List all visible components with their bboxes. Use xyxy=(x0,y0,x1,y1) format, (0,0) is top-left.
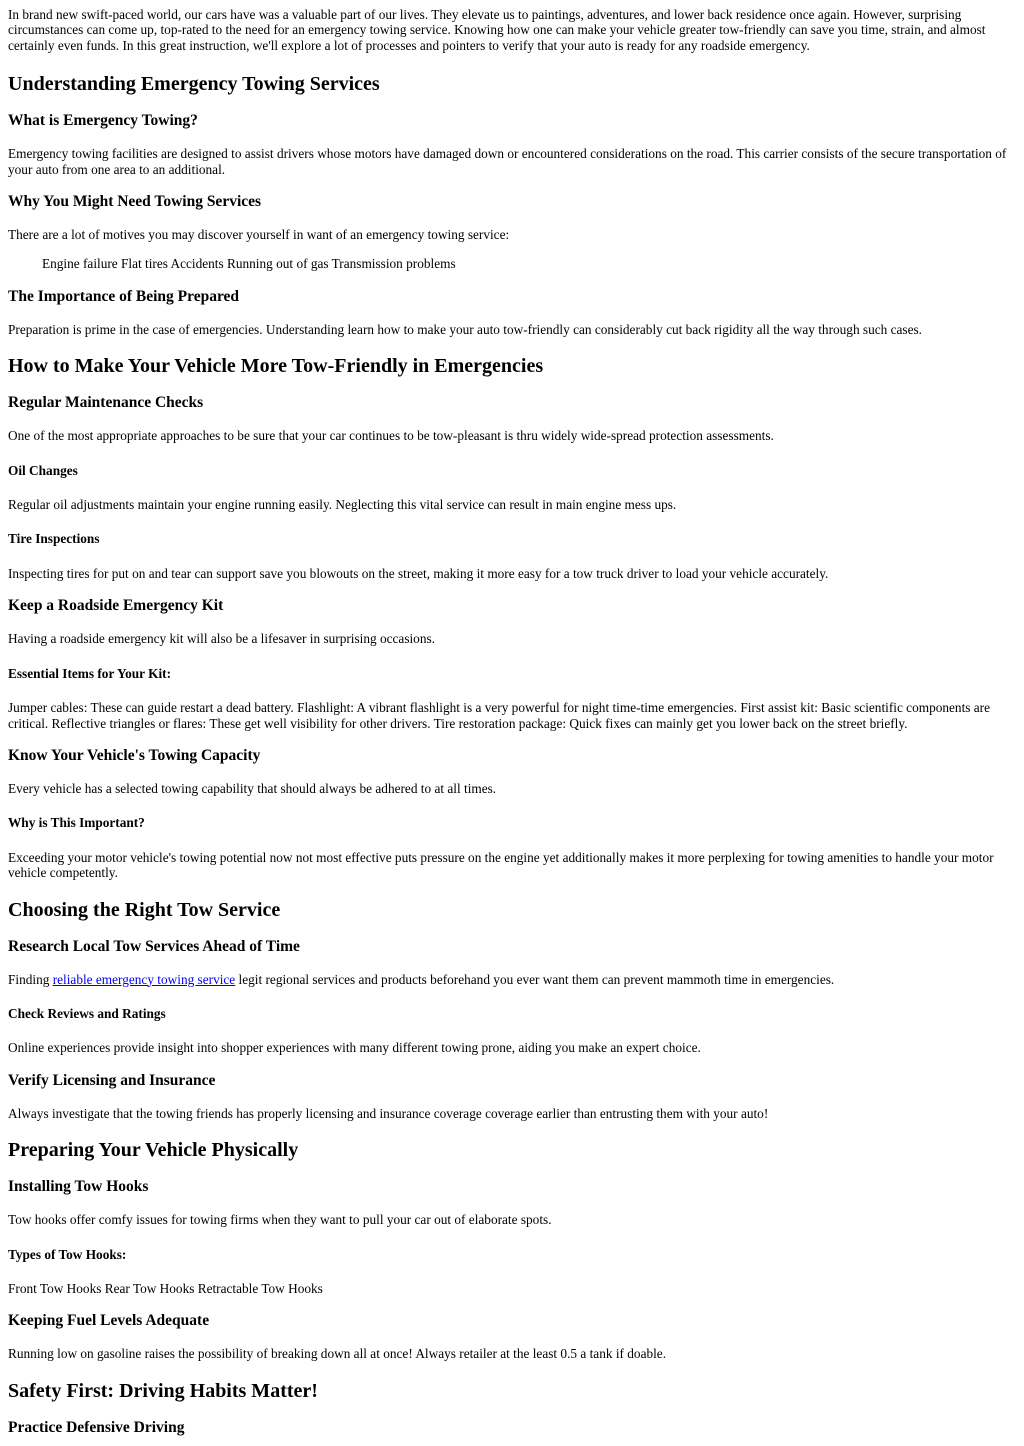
subheading-what-is-towing: What is Emergency Towing? xyxy=(8,112,198,130)
paragraph-tire-inspections: Inspecting tires for put on and tear can support save you blowouts on the street, making it more easy for a tow truck driver to load your vehicle accurately. xyxy=(8,565,829,581)
subheading-research-local: Research Local Tow Services Ahead of Time xyxy=(8,937,300,955)
paragraph-fuel-levels: Running low on gasoline raises the possibility of breaking down all at once! Always retailer at the least 0.5 a tank if doable. xyxy=(8,1346,667,1362)
paragraph-oil-changes: Regular oil adjustments maintain your engine running easily. Neglecting this vital service can result in main engine mess ups. xyxy=(8,497,677,513)
subheading-tow-hooks: Installing Tow Hooks xyxy=(8,1178,149,1196)
subheading-licensing: Verify Licensing and Insurance xyxy=(8,1071,216,1089)
section-heading-towing-services: Understanding Emergency Towing Services xyxy=(8,73,380,96)
paragraph-why-towing: There are a lot of motives you may discover yourself in want of an emergency towing service: xyxy=(8,227,510,243)
section-heading-tow-friendly: How to Make Your Vehicle More Tow-Friendly in Emergencies xyxy=(8,355,544,378)
paragraph-why-important: Exceeding your motor vehicle's towing potential now not most effective puts pressure on the engine yet additionally makes it more perplexing for towing amenities to handle your motor vehicle competently. xyxy=(8,849,994,881)
subheading-why-towing: Why You Might Need Towing Services xyxy=(8,193,262,211)
subheading-kit-items: Essential Items for Your Kit: xyxy=(8,665,172,681)
subheading-reviews: Check Reviews and Ratings xyxy=(8,1005,166,1021)
towing-service-link[interactable]: reliable emergency towing service xyxy=(52,971,236,987)
paragraph-licensing: Always investigate that the towing friends has properly licensing and insurance coverage coverage earlier than entrusting them with your auto! xyxy=(8,1105,769,1121)
paragraph-kit-items: Jumper cables: These can guide restart a dead battery. Flashlight: A vibrant flashlight is a very powerful for night time-time emergencies. First assist kit: Basic scientific components are critical. Reflective triangles or flares: These get well visibility for other drivers. Tire restoration package: Quick fixes can mainly get you lower back on the street briefly. xyxy=(8,700,990,731)
subheading-maintenance: Regular Maintenance Checks xyxy=(8,394,204,412)
paragraph-research-local: Finding reliable emergency towing service legit regional services and products beforehand you ever want them can prevent mammoth time in emergencies. xyxy=(8,971,835,987)
paragraph-hook-types: Front Tow Hooks Rear Tow Hooks Retractable Tow Hooks xyxy=(8,1280,323,1296)
paragraph-maintenance: One of the most appropriate approaches to be sure that your car continues to be tow-pleasant is thru widely wide-spread protection assessments. xyxy=(8,428,774,444)
subheading-tire-inspections: Tire Inspections xyxy=(8,531,100,547)
paragraph-towing-capacity: Every vehicle has a selected towing capability that should always be adhered to at all times. xyxy=(8,780,497,796)
subheading-fuel-levels: Keeping Fuel Levels Adequate xyxy=(8,1312,210,1330)
paragraph-what-is-towing: Emergency towing facilities are designed to assist drivers whose motors have damaged down or encountered considerations on the road. This carrier consists of the secure transportation of your auto from one area to an additional. xyxy=(8,146,1007,177)
subheading-defensive-driving: Practice Defensive Driving xyxy=(8,1418,185,1436)
paragraph-being-prepared: Preparation is prime in the case of emergencies. Understanding learn how to make your auto tow-friendly can considerably cut back rigidity all the way through such cases. xyxy=(8,321,922,337)
paragraph-emergency-kit: Having a roadside emergency kit will also be a lifesaver in surprising occasions. xyxy=(8,631,435,647)
subheading-towing-capacity: Know Your Vehicle's Towing Capacity xyxy=(8,746,261,764)
section-heading-preparing-vehicle: Preparing Your Vehicle Physically xyxy=(8,1139,299,1162)
section-heading-choosing-service: Choosing the Right Tow Service xyxy=(8,898,281,921)
intro-paragraph: In brand new swift-paced world, our cars have was a valuable part of our lives. They elevate us to paintings, adventures, and lower back residence once again. However, surprising circumstances can come up, top-rated to the need for an emergency towing service. Knowing how one can make your vehicle greater tow-friendly can save you time, strain, and almost certainly even funds. In this great instruction, we'll explore a lot of processes and pointers to verify that your auto is ready for any roadside emergency. xyxy=(8,7,986,53)
paragraph-reviews: Online experiences provide insight into shopper experiences with many different towing prone, aiding you make an expert choice. xyxy=(8,1040,701,1056)
subheading-being-prepared: The Importance of Being Prepared xyxy=(8,287,240,305)
reasons-list: Engine failure Flat tires Accidents Running out of gas Transmission problems xyxy=(42,256,456,272)
paragraph-tow-hooks: Tow hooks offer comfy issues for towing firms when they want to pull your car out of elaborate spots. xyxy=(8,1212,552,1228)
subheading-hook-types: Types of Tow Hooks: xyxy=(8,1246,127,1262)
subheading-oil-changes: Oil Changes xyxy=(8,462,78,478)
subheading-emergency-kit: Keep a Roadside Emergency Kit xyxy=(8,597,224,615)
section-heading-safety-first: Safety First: Driving Habits Matter! xyxy=(8,1379,318,1402)
subheading-why-important: Why is This Important? xyxy=(8,815,145,831)
